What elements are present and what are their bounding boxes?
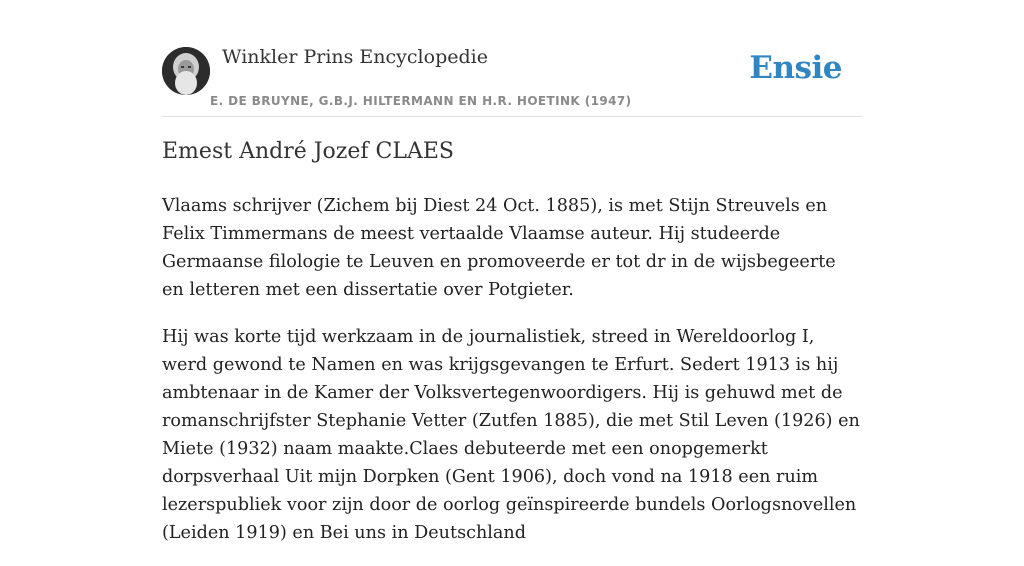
header bbox=[162, 0, 862, 117]
byline: E. DE BRUYNE, G.B.J. HILTERMANN EN H.R. HOETINK (1947) bbox=[210, 94, 632, 108]
ensie-logo[interactable]: Ensie bbox=[749, 50, 842, 86]
article-title: Emest André Jozef CLAES bbox=[162, 139, 455, 164]
article-body bbox=[162, 192, 862, 566]
site-title[interactable]: Winkler Prins Encyclopedie bbox=[222, 46, 488, 68]
author-portrait-icon[interactable] bbox=[162, 47, 210, 95]
page bbox=[162, 0, 862, 543]
paragraph: Vlaams schrijver (Zichem bij Diest 24 Oct. 1885), is met Stijn Streuvels en Felix Timmermans de meest vertaalde Vlaamse auteur. Hij studeerde Germaanse filologie te Leuven en promoveerde er tot dr in de wijsbegeerte en letteren met een dissertatie over Potgieter. bbox=[162, 196, 836, 300]
paragraph: Hij was korte tijd werkzaam in de journalistiek, streed in Wereldoorlog I, werd gewond te Namen en was krijgsgevangen te Erfurt. Sedert 1913 is hij ambtenaar in de Kamer der Volksvertegenwoordigers. Hij is gehuwd met de romanschrijfster Stephanie Vetter (Zutfen 1885), die met Stil Leven (1926) en Miete (1932) naam maakte.Claes debuteerde met een onopgemerkt dorpsverhaal Uit mijn Dorpken (Gent 1906), doch vond na 1918 een ruim lezerspubliek voor zijn door de oorlog geïnspireerde bundels Oorlogsnovellen (Leiden 1919) en Bei uns in Deutschland bbox=[162, 327, 860, 543]
